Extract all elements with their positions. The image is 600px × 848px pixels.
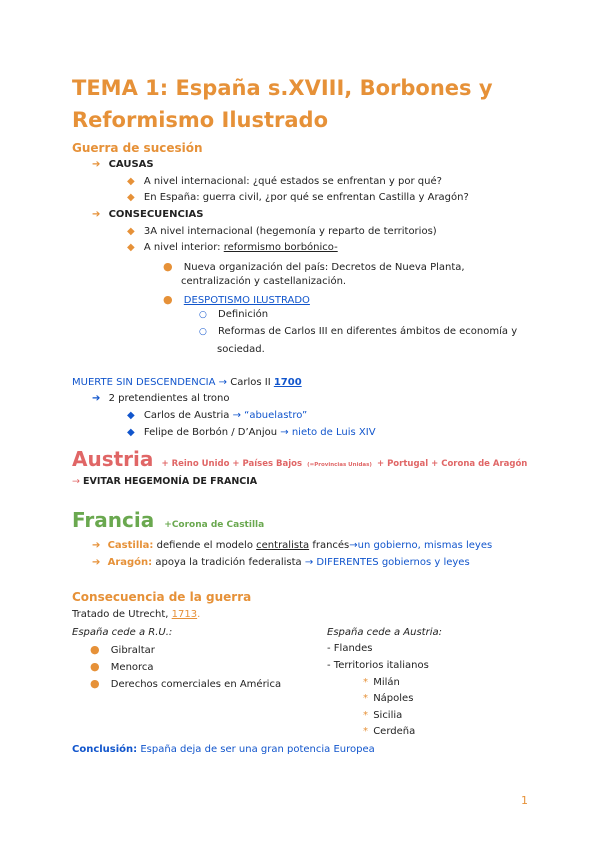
causas-label: CAUSAS — [108, 159, 154, 170]
austria-small: (=Provincias Unidas) — [307, 462, 372, 468]
dot-bullet-icon: ● — [163, 260, 173, 273]
diamond-bullet-icon: ◆ — [127, 192, 135, 203]
sub-item-text: Nueva organización del país: Decretos de Nueva Planta, — [183, 262, 465, 273]
arrow-icon: ➔ — [92, 159, 101, 170]
tratado-row — [72, 609, 200, 620]
right-sub-item-text: Milán — [373, 677, 400, 688]
causas-item-text: A nivel internacional: ¿qué estados se enfrentan y por qué? — [143, 176, 442, 187]
right-sub-item-text: Cerdeña — [373, 726, 416, 737]
francia-row — [72, 508, 264, 532]
left-item-text: Derechos comerciales en América — [110, 679, 282, 690]
arrow-icon: ➔ — [92, 393, 101, 404]
muerte-arrow: → — [218, 377, 228, 388]
austria-arrow: → — [72, 476, 80, 487]
sub-sub-item — [199, 326, 517, 337]
dot-bullet-icon: ● — [90, 660, 100, 673]
page-number: 1 — [521, 794, 528, 807]
asterisk-bullet-icon: * — [363, 710, 368, 721]
right-sub-item — [363, 677, 400, 688]
sub-sub-item-text: Definición — [218, 309, 269, 320]
section-heading-guerra: Guerra de sucesión — [72, 141, 203, 155]
francia-ally: +Corona de Castilla — [164, 520, 265, 530]
consecuencias-row — [92, 209, 203, 220]
centralista-link[interactable]: centralista — [256, 540, 310, 551]
right-title: España cede a Austria: — [327, 627, 442, 638]
francia-name: Francia — [72, 508, 155, 532]
asterisk-bullet-icon: * — [363, 726, 368, 737]
sub-sub-item — [199, 309, 268, 320]
right-item: - Flandes — [327, 643, 373, 654]
causas-item — [127, 192, 469, 203]
right-sub-item — [363, 726, 415, 737]
conclusion-row — [72, 744, 375, 755]
pretendiente-item — [127, 410, 307, 421]
consecuencias-item — [127, 226, 437, 237]
dot-bullet-icon: ● — [90, 677, 100, 690]
tratado-dot: . — [197, 609, 201, 620]
sub-sub-item-text: Reformas de Carlos III en diferentes ámbitos de economía y — [218, 326, 518, 337]
pretendiente-name: Carlos de Austria — [143, 410, 230, 421]
arrow-icon: ➔ — [92, 209, 101, 220]
muerte-label: MUERTE SIN DESCENDENCIA — [72, 377, 216, 388]
right-sub-item — [363, 710, 402, 721]
muerte-rest: Carlos II — [230, 377, 271, 388]
sub-sub-item-continuation: sociedad. — [217, 344, 265, 355]
consecuencias-item — [127, 242, 338, 253]
austria-goal — [72, 476, 257, 487]
right-sub-item-text: Nápoles — [373, 693, 414, 704]
causas-item — [127, 176, 442, 187]
reformismo-link[interactable]: reformismo borbónico- — [223, 242, 338, 253]
arrow-icon: ➔ — [92, 557, 101, 568]
tratado-year-link[interactable]: 1713 — [171, 609, 198, 620]
muerte-year-link[interactable]: 1700 — [273, 377, 302, 388]
left-item — [90, 677, 281, 690]
diamond-bullet-icon: ◆ — [127, 226, 135, 237]
diamond-bullet-icon: ◆ — [127, 410, 135, 421]
asterisk-bullet-icon: * — [363, 677, 368, 688]
pretendiente-name: Felipe de Borbón / D’Anjou — [143, 427, 278, 438]
austria-goal-text: EVITAR HEGEMONÍA DE FRANCIA — [83, 476, 258, 487]
section-heading-consecuencia: Consecuencia de la guerra — [72, 590, 252, 604]
left-item — [90, 643, 155, 656]
pretendiente-item — [127, 427, 376, 438]
diamond-bullet-icon: ◆ — [127, 176, 135, 187]
diamond-bullet-icon: ◆ — [127, 242, 135, 253]
tratado-text: Tratado de Utrecht, — [72, 609, 169, 620]
conclusion-text: España deja de ser una gran potencia Europea — [140, 744, 375, 755]
right-sub-item — [363, 693, 413, 704]
sub-item-continuation: centralización y castellanización. — [181, 276, 347, 287]
castilla-blue-text: →un gobierno, mismas leyes — [349, 540, 493, 551]
title-line-1: TEMA 1: España s.XVIII, Borbones y — [72, 76, 493, 100]
consecuencias-item-prefix: A nivel interior: — [143, 242, 224, 253]
left-item-text: Menorca — [110, 662, 154, 673]
austria-allies-2: + Portugal + Corona de Aragón — [376, 459, 528, 469]
circle-bullet-icon: ○ — [199, 310, 207, 320]
title-line-2: Reformismo Ilustrado — [72, 108, 329, 132]
arrow-icon: ➔ — [92, 540, 101, 551]
castilla-text-1: defiende el modelo — [156, 540, 253, 551]
asterisk-bullet-icon: * — [363, 693, 368, 704]
austria-row — [72, 447, 527, 471]
dot-bullet-icon: ● — [163, 293, 173, 306]
aragon-row — [92, 557, 470, 568]
causas-item-text: En España: guerra civil, ¿por qué se enfrentan Castilla y Aragón? — [143, 192, 469, 203]
castilla-text-2: francés — [312, 540, 350, 551]
consecuencias-label: CONSECUENCIAS — [108, 209, 204, 220]
right-item: - Territorios italianos — [327, 660, 429, 671]
austria-name: Austria — [72, 447, 154, 471]
muerte-row — [72, 377, 302, 388]
causas-row — [92, 159, 154, 170]
right-sub-item-text: Sicilia — [373, 710, 403, 721]
castilla-row — [92, 540, 492, 551]
pretendiente-note: → “abuelastro” — [232, 410, 308, 421]
castilla-label: Castilla: — [107, 540, 154, 551]
consecuencias-item-text: 3A nivel internacional (hegemonía y reparto de territorios) — [143, 226, 437, 237]
aragon-text: apoya la tradición federalista — [155, 557, 302, 568]
sub-item — [163, 293, 310, 306]
circle-bullet-icon: ○ — [199, 327, 207, 337]
left-item-text: Gibraltar — [110, 645, 155, 656]
diamond-bullet-icon: ◆ — [127, 427, 135, 438]
sub-item — [163, 260, 465, 273]
dot-bullet-icon: ● — [90, 643, 100, 656]
austria-allies-1: + Reino Unido + Países Bajos — [161, 459, 303, 469]
left-item — [90, 660, 154, 673]
pretendiente-note: → nieto de Luis XIV — [280, 427, 376, 438]
conclusion-label: Conclusión: — [72, 744, 138, 755]
pretendientes-row — [92, 393, 229, 404]
left-title: España cede a R.U.: — [72, 627, 173, 638]
pretendientes-text: 2 pretendientes al trono — [108, 393, 230, 404]
aragon-blue-text: → DIFERENTES gobiernos y leyes — [304, 557, 470, 568]
aragon-label: Aragón: — [107, 557, 153, 568]
despotismo-link[interactable]: DESPOTISMO ILUSTRADO — [183, 295, 310, 306]
